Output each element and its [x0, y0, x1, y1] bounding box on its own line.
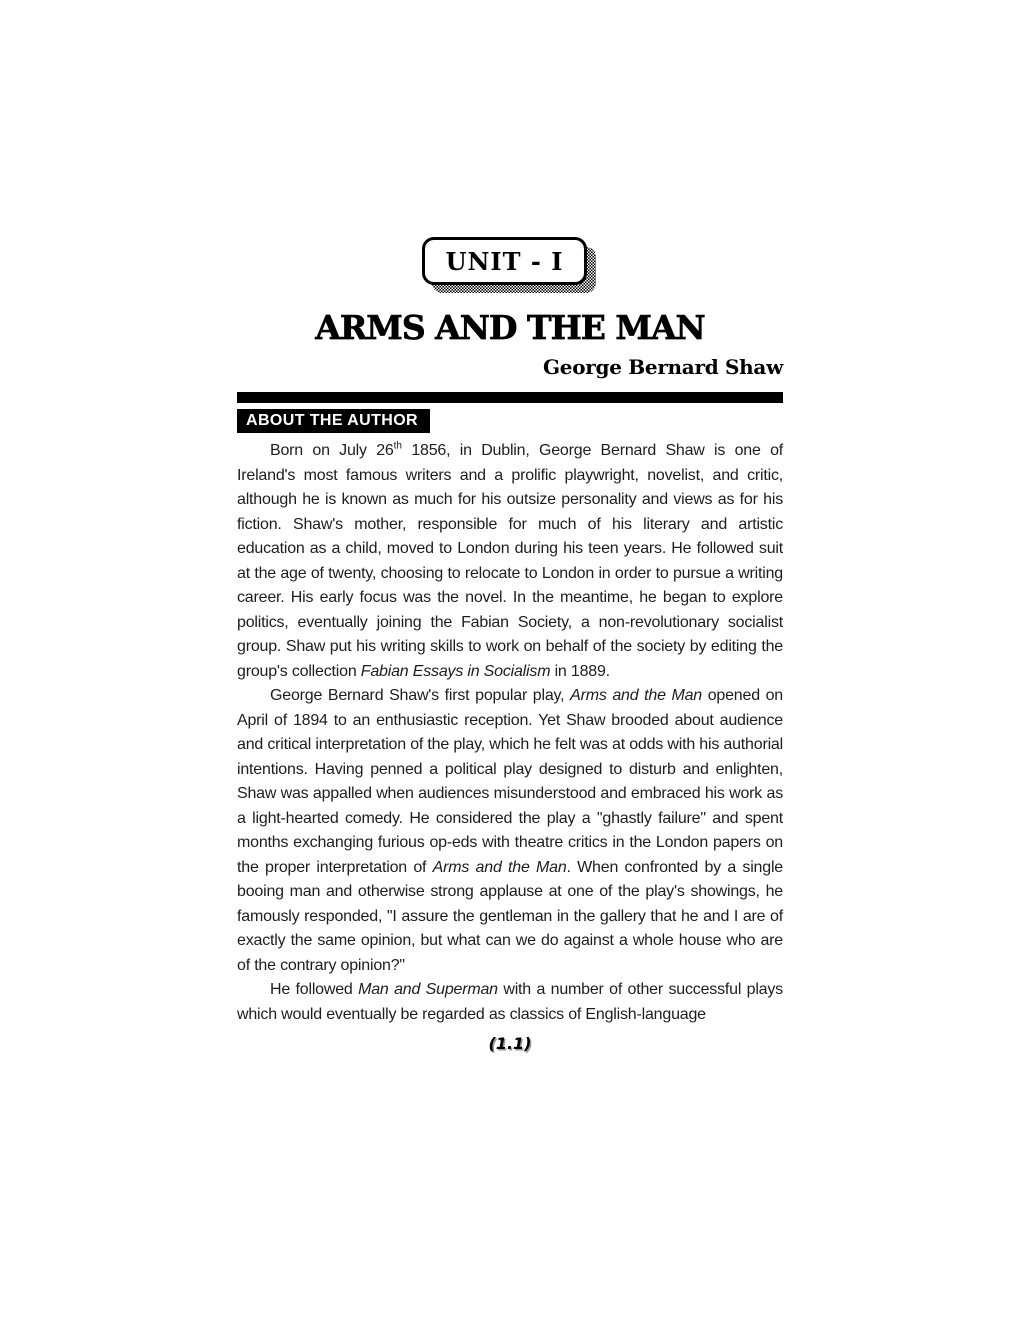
italic-text: Fabian Essays in Socialism	[360, 662, 551, 680]
text-run: 1856, in Dublin, George Bernard Shaw is one of Ireland's most famous writers and a prolific playwright, novelist, and critic, although he is known as much for his outsize personality and views as for his fiction. Shaw's mother, responsible for much of his literary and artistic education as a child, moved to London during his teen years. He followed suit at the age of twenty, choosing to relocate to London in order to pursue a writing career. His early focus was the novel. In the meantime, he began to explore politics, eventually joining the Fabian Society, a non-revolutionary socialist group. Shaw put his writing skills to work on behalf of the society by editing the group's collection	[237, 442, 784, 680]
text-run: opened on April of 1894 to an enthusiastic reception. Yet Shaw brooded about audience and critical interpretation of the play, which he felt was at odds with his authorial intentions. Having penned a political play designed to disturb and enlighten, Shaw was appalled when audiences misunderstood and embraced his work as a light-hearted comedy. He considered the play a "ghastly failure" and spent months exchanging furious op-eds with theatre critics in the London papers on the proper interpretation of	[237, 687, 783, 876]
superscript-text: th	[393, 440, 402, 452]
unit-label: UNIT - I	[445, 246, 564, 276]
section-heading: ABOUT THE AUTHOR	[237, 409, 430, 433]
unit-banner-box	[422, 237, 587, 285]
text-run: . When confronted by a single booing man and otherwise strong applause at one of the play's showings, he famously responded, "I assure the gentleman in the gallery that he and I are of exactly the same opinion, but what can we do against a whole house who are of the contrary opinion?"	[237, 858, 783, 974]
text-run: He followed	[270, 981, 359, 998]
page-number: (1.1)	[488, 1034, 532, 1053]
text-run: with a number of other successful plays which would eventually be regarded as classics of English-language	[237, 981, 783, 1023]
page-title: ARMS AND THE MAN	[315, 308, 705, 347]
author-name: George Bernard Shaw	[543, 355, 783, 379]
italic-text: Arms and the Man	[432, 858, 567, 876]
unit-banner	[422, 237, 598, 295]
text-run: George Bernard Shaw's first popular play,	[270, 687, 571, 704]
text-run: in 1889.	[550, 662, 610, 680]
paragraph	[237, 439, 783, 684]
italic-text: Man and Superman	[358, 981, 498, 998]
text-column	[237, 0, 783, 1053]
divider-bar	[237, 392, 783, 403]
text-run: Born on July 26	[270, 442, 394, 459]
paragraph	[237, 978, 783, 1027]
body-text	[237, 439, 783, 1027]
italic-text: Arms and the Man	[570, 687, 702, 704]
paragraph	[237, 684, 783, 978]
